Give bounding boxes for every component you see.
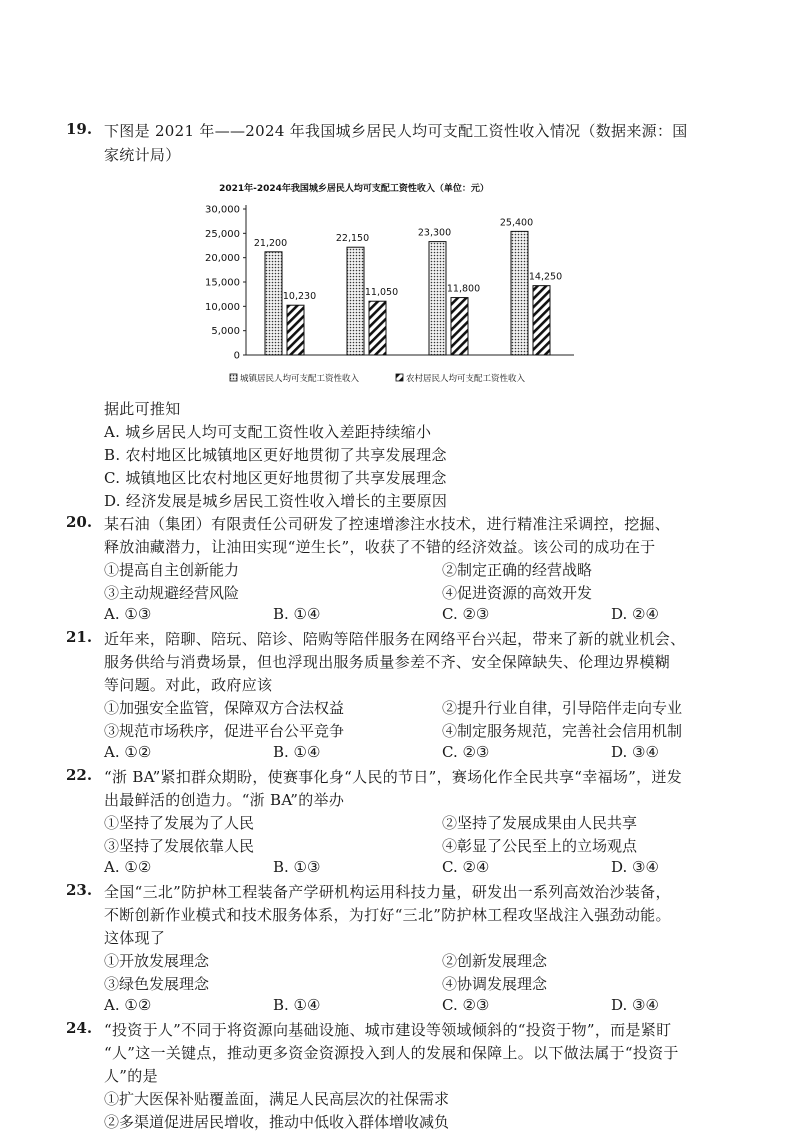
question-stem-line: 出最鲜活的创造力。“浙 BA”的举办	[104, 791, 345, 809]
bar-rural	[287, 305, 304, 355]
question-stem-line: “人”这一关键点，推动更多资金资源投入到人的发展和保障上。以下做法属于“投资于	[104, 1044, 679, 1062]
bar-rural	[369, 301, 386, 355]
legend-swatch-urban	[230, 374, 237, 381]
question-number: 23.	[66, 881, 93, 899]
answer-choice: D. ③④	[611, 996, 659, 1014]
answer-option: A. 城乡居民人均可支配工资性收入差距持续缩小	[104, 423, 432, 441]
statement-item: ①坚持了发展为了人民	[104, 814, 255, 832]
answer-choice: B. ①④	[273, 605, 321, 623]
statement-item: ①提高自主创新能力	[104, 561, 240, 579]
bar-urban	[347, 247, 364, 355]
y-tick-label: 30,000	[205, 204, 240, 216]
income-bar-chart	[196, 176, 592, 396]
statement-item: ③绿色发展理念	[104, 975, 210, 993]
legend-label: 城镇居民人均可支配工资性收入	[240, 374, 360, 384]
statement-item: ②制定正确的经营战略	[442, 561, 593, 579]
data-label: 21,200	[253, 237, 288, 249]
statement-item: ④促进资源的高效开发	[442, 584, 593, 602]
question-number: 21.	[66, 628, 93, 646]
question-stem-line: 不断创新作业模式和技术服务体系，为打好“三北”防护林工程攻坚战注入强劲动能。	[104, 906, 671, 924]
statement-item: ④制定服务规范，完善社会信用机制	[442, 722, 683, 740]
answer-choice: D. ③④	[611, 743, 659, 761]
answer-choice: A. ①③	[104, 605, 152, 623]
question-stem-line: 释放油藏潜力，让油田实现“逆生长”，收获了不错的经济效益。该公司的成功在于	[104, 538, 656, 556]
answer-choice: B. ①④	[273, 743, 321, 761]
statement-item: ②提升行业自律，引导陪伴走向专业	[442, 699, 683, 717]
data-label: 10,230	[282, 291, 317, 303]
question-number: 22.	[66, 766, 93, 784]
statement-item: ③主动规避经营风险	[104, 584, 240, 602]
bar-rural	[451, 298, 468, 355]
answer-option: B. 农村地区比城镇地区更好地贯彻了共享发展理念	[104, 446, 447, 464]
answer-choice: C. ②④	[442, 858, 490, 876]
question-stem-line: 家统计局）	[104, 146, 181, 164]
statement-item: ②坚持了发展成果由人民共享	[442, 814, 638, 832]
question-stem-line: 某石油（集团）有限责任公司研发了控速增渗注水技术，进行精准注采调控，挖掘、	[104, 515, 671, 533]
answer-option: D. 经济发展是城乡居民工资性收入增长的主要原因	[104, 492, 448, 510]
question-stem-line: “浙 BA”紧扣群众期盼，使赛事化身“人民的节日”，赛场化作全民共享“幸福场”，迸发	[104, 768, 683, 786]
answer-choice: D. ③④	[611, 858, 659, 876]
answer-choice: C. ②③	[442, 743, 490, 761]
question-stem-line: 全国“三北”防护林工程装备产学研机构运用科技力量，研发出一系列高效治沙装备，	[104, 883, 671, 901]
question-lead: 据此可推知	[104, 400, 181, 418]
statement-item: ③坚持了发展依靠人民	[104, 837, 255, 855]
answer-choice: B. ①③	[273, 858, 321, 876]
question-stem-line: 服务供给与消费场景，但也浮现出服务质量参差不齐、安全保障缺失、伦理边界模糊	[104, 653, 671, 671]
y-tick-label: 20,000	[205, 253, 240, 265]
data-label: 14,250	[528, 271, 563, 283]
question-stem-line: 等问题。对此，政府应该	[104, 676, 273, 694]
data-label: 11,050	[364, 287, 399, 299]
answer-choice: D. ②④	[611, 605, 659, 623]
chart-title: 2021年-2024年我国城乡居民人均可支配工资性收入（单位：元）	[219, 184, 489, 194]
y-tick-label: 15,000	[205, 277, 240, 289]
statement-item: ①加强安全监管，保障双方合法权益	[104, 699, 345, 717]
question-number: 20.	[66, 513, 93, 531]
question-stem-line: 下图是 2021 年——2024 年我国城乡居民人均可支配工资性收入情况（数据来源：国	[104, 122, 688, 140]
answer-choice: B. ①④	[273, 996, 321, 1014]
answer-choice: A. ①②	[104, 743, 152, 761]
question-stem-line: “投资于人”不同于将资源向基础设施、城市建设等领域倾斜的“投资于物”，而是紧盯	[104, 1021, 672, 1039]
answer-choice: C. ②③	[442, 996, 490, 1014]
y-tick-label: 5,000	[211, 326, 240, 338]
question-number: 24.	[66, 1019, 93, 1037]
legend-label: 农村居民人均可支配工资性收入	[406, 374, 526, 384]
statement-item: ③规范市场秩序，促进平台公平竞争	[104, 722, 345, 740]
y-tick-label: 10,000	[205, 301, 240, 313]
answer-choice: A. ①②	[104, 996, 152, 1014]
y-tick-label: 25,000	[205, 228, 240, 240]
answer-option: C. 城镇地区比农村地区更好地贯彻了共享发展理念	[104, 469, 447, 487]
question-number: 19.	[66, 120, 93, 138]
question-stem-line: 近年来，陪聊、陪玩、陪诊、陪购等陪伴服务在网络平台兴起，带来了新的就业机会、	[104, 630, 686, 648]
statement-item: ④协调发展理念	[442, 975, 548, 993]
question-stem-line: 人”的是	[104, 1067, 158, 1085]
bar-urban	[511, 231, 528, 355]
y-tick-label: 0	[233, 350, 240, 362]
statement-item: ②创新发展理念	[442, 952, 548, 970]
data-label: 11,800	[446, 283, 481, 295]
data-label: 25,400	[499, 217, 534, 229]
statement-item: ②多渠道促进居民增收，推动中低收入群体增收减负	[104, 1113, 450, 1131]
statement-item: ①开放发展理念	[104, 952, 210, 970]
bar-urban	[429, 242, 446, 355]
data-label: 23,300	[417, 227, 452, 239]
answer-choice: C. ②③	[442, 605, 490, 623]
legend-swatch-rural	[396, 374, 403, 381]
statement-item: ①扩大医保补贴覆盖面，满足人民高层次的社保需求	[104, 1090, 450, 1108]
statement-item: ④彰显了公民至上的立场观点	[442, 837, 638, 855]
answer-choice: A. ①②	[104, 858, 152, 876]
question-stem-line: 这体现了	[104, 929, 166, 947]
data-label: 22,150	[335, 233, 370, 245]
bar-urban	[265, 252, 282, 355]
bar-rural	[533, 286, 550, 355]
